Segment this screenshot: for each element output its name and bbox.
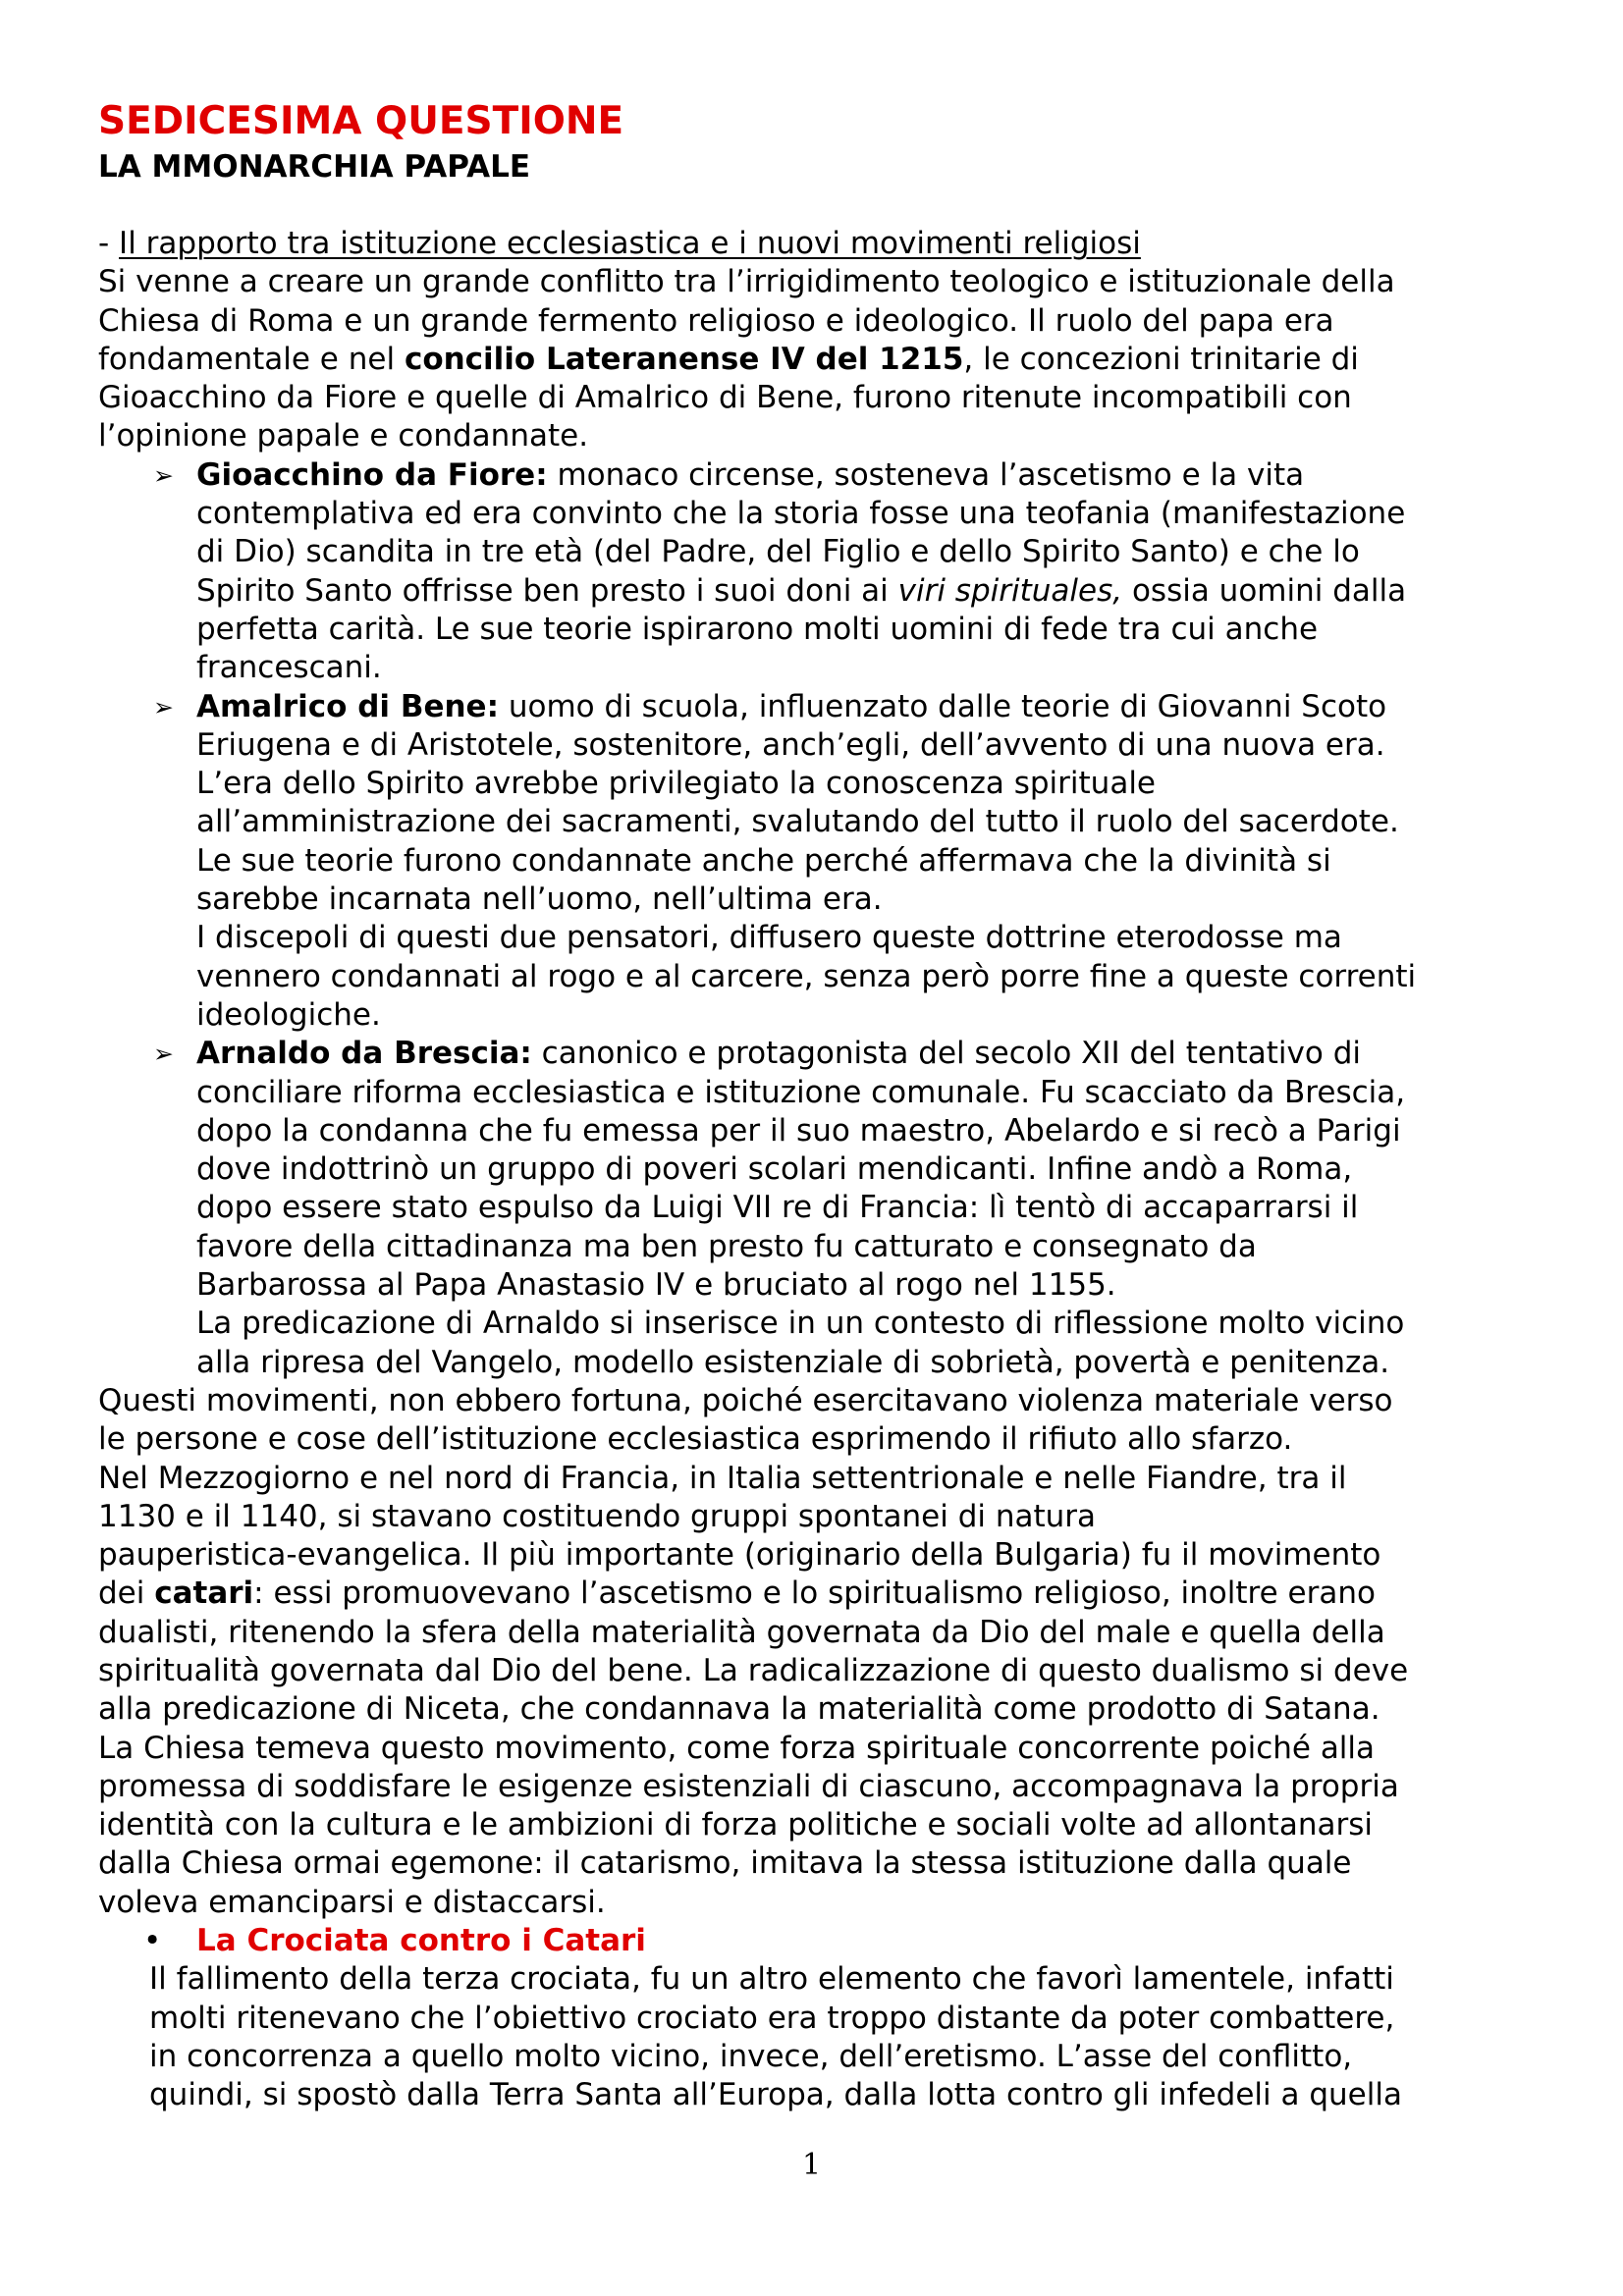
section-crociata-heading: [98, 1922, 1532, 1960]
bullet-line: I discepoli di questi due pensatori, diffusero queste dottrine eterodosse ma: [196, 920, 1342, 956]
bullet-gioacchino: ➢ Gioacchino da Fiore: monaco circense, sosteneva l’ascetismo e la vita: [98, 456, 1532, 495]
paragraph-line: Nel Mezzogiorno e nel nord di Francia, in Italia settentrionale e nelle Fiandre, tra il: [98, 1460, 1347, 1496]
bullet-term: Amalrico di Bene:: [196, 688, 499, 724]
section-line: in concorrenza a quello molto vicino, invece, dell’eretismo. L’asse del conflitto,: [149, 2038, 1353, 2074]
bullet-line: francescani.: [196, 650, 382, 686]
intro-line: fondamentale e nel concilio Lateranense IV del 1215, le concezioni trinitarie di: [98, 341, 1359, 377]
bullet-line: dopo la condanna che fu emessa per il suo maestro, Abelardo e si recò a Parigi: [196, 1112, 1401, 1148]
page-number: 1: [801, 2148, 822, 2182]
bullet-line: contemplativa ed era convinto che la storia fosse una teofania (manifestazione: [196, 496, 1406, 532]
bullet-line: vennero condannati al rogo e al carcere, senza però porre fine a queste correnti: [196, 958, 1417, 994]
section-line: molti ritenevano che l’obiettivo crociato era troppo distante da poter combattere,: [149, 2000, 1395, 2036]
bullet-line: Barbarossa al Papa Anastasio IV e bruciato al rogo nel 1155.: [196, 1267, 1116, 1304]
paragraph-line: pauperistica-evangelica. Il più importante (originario della Bulgaria) fu il movimento: [98, 1537, 1381, 1574]
bullet-line: sarebbe incarnata nell’uomo, nell’ultima era.: [196, 881, 883, 918]
bullet-line: La predicazione di Arnaldo si inserisce in un contesto di riflessione molto vicino: [196, 1306, 1405, 1342]
paragraph-line: dualisti, ritenendo la sfera della materialità governata da Dio del male e quella della: [98, 1614, 1385, 1650]
paragraph-line: La Chiesa temeva questo movimento, come forza spirituale concorrente poiché alla: [98, 1730, 1376, 1766]
paragraph-line: 1130 e il 1140, si stavano costituendo gruppi spontanei di natura: [98, 1498, 1097, 1534]
page-title: SEDICESIMA QUESTIONE: [98, 99, 624, 143]
bullet-line: alla ripresa del Vangelo, modello esistenziale di sobrietà, povertà e penitenza.: [196, 1344, 1390, 1380]
paragraph-line: promessa di soddisfare le esigenze esistenziali di ciascuno, accompagnava la propria: [98, 1768, 1399, 1804]
intro-line: l’opinione papale e condannate.: [98, 418, 589, 454]
bullet-line: all’amministrazione dei sacramenti, svalutando del tutto il ruolo del sacerdote.: [196, 804, 1399, 840]
paragraph-line: le persone e cose dell’istituzione ecclesiastica esprimendo il rifiuto allo sfarzo.: [98, 1421, 1293, 1458]
bullet-term: Arnaldo da Brescia:: [196, 1036, 532, 1072]
crociata-title: La Crociata contro i Catari: [196, 1923, 646, 1959]
section-heading-text: Il rapporto tra istituzione ecclesiastica e i nuovi movimenti religiosi: [119, 226, 1141, 261]
bullet-line: Spirito Santo offrisse ben presto i suoi doni ai viri spirituales, ossia uomini dalla: [196, 572, 1407, 609]
paragraph-line: dalla Chiesa ormai egemone: il catarismo, imitava la stessa istituzione dalla quale: [98, 1845, 1352, 1882]
bullet-dot-icon: •: [143, 1923, 162, 1959]
bullet-line: ideologiche.: [196, 996, 381, 1033]
paragraph-line: dei catari: essi promuovevano l’ascetismo e lo spiritualismo religioso, inoltre erano: [98, 1575, 1376, 1612]
bullet-line: dopo essere stato espulso da Luigi VII re di Francia: lì tentò di accaparrarsi il: [196, 1190, 1359, 1226]
intro-line: Chiesa di Roma e un grande fermento religioso e ideologico. Il ruolo del papa era: [98, 302, 1334, 339]
document-body: [98, 225, 1532, 2115]
bullet-line: di Dio) scandita in tre età (del Padre, del Figlio e dello Spirito Santo) e che lo: [196, 534, 1360, 570]
bullet-arnaldo: ➢ Arnaldo da Brescia: canonico e protagonista del secolo XII del tentativo di: [98, 1035, 1532, 1073]
bullet-line: dove indottrinò un gruppo di poveri scolari mendicanti. Infine andò a Roma,: [196, 1151, 1353, 1188]
bullet-line: conciliare riforma ecclesiastica e istituzione comunale. Fu scacciato da Brescia,: [196, 1074, 1406, 1110]
intro-line: Gioacchino da Fiore e quelle di Amalrico di Bene, furono ritenute incompatibili con: [98, 380, 1352, 416]
intro-line: Si venne a creare un grande conflitto tra l’irrigidimento teologico e istituzionale della: [98, 264, 1395, 300]
paragraph-line: spiritualità governata dal Dio del bene. La radicalizzazione di questo dualismo si deve: [98, 1652, 1409, 1688]
bullet-line: Le sue teorie furono condannate anche perché affermava che la divinità si: [196, 842, 1331, 879]
bullet-term: Gioacchino da Fiore:: [196, 456, 548, 493]
italic-term: viri spirituales,: [897, 572, 1123, 609]
section-line: Il fallimento della terza crociata, fu un altro elemento che favorì lamentele, infatti: [149, 1961, 1394, 1998]
bullet-line: perfetta carità. Le sue teorie ispirarono molti uomini di fede tra cui anche: [196, 611, 1319, 647]
page-subtitle: LA MMONARCHIA PAPALE: [98, 149, 531, 185]
catari-bold: catari: [154, 1575, 254, 1612]
section-line: quindi, si spostò dalla Terra Santa all’Europa, dalla lotta contro gli infedeli a quella: [149, 2077, 1402, 2113]
section-heading: - Il rapporto tra istituzione ecclesiastica e i nuovi movimenti religiosi: [98, 226, 1141, 261]
bullet-line: favore della cittadinanza ma ben presto fu catturato e consegnato da: [196, 1228, 1257, 1264]
arrow-bullet-icon: ➢: [153, 692, 174, 721]
bullet-line: Eriugena e di Aristotele, sostenitore, anch’egli, dell’avvento di una nuova era.: [196, 726, 1385, 763]
paragraph-line: alla predicazione di Niceta, che condannava la materialità come prodotto di Satana.: [98, 1691, 1380, 1728]
paragraph-line: voleva emanciparsi e distaccarsi.: [98, 1884, 606, 1920]
paragraph-line: Questi movimenti, non ebbero fortuna, poiché esercitavano violenza materiale verso: [98, 1382, 1393, 1418]
arrow-bullet-icon: ➢: [153, 1040, 174, 1069]
bullet-amalrico: ➢ Amalrico di Bene: uomo di scuola, influenzato dalle teorie di Giovanni Scoto: [98, 688, 1532, 726]
concilio-bold: concilio Lateranense IV del 1215: [404, 341, 964, 377]
paragraph-line: identità con la cultura e le ambizioni di forza politiche e sociali volte ad allontanarsi: [98, 1807, 1373, 1843]
bullet-line: L’era dello Spirito avrebbe privilegiato la conoscenza spirituale: [196, 766, 1156, 802]
arrow-bullet-icon: ➢: [153, 460, 174, 490]
